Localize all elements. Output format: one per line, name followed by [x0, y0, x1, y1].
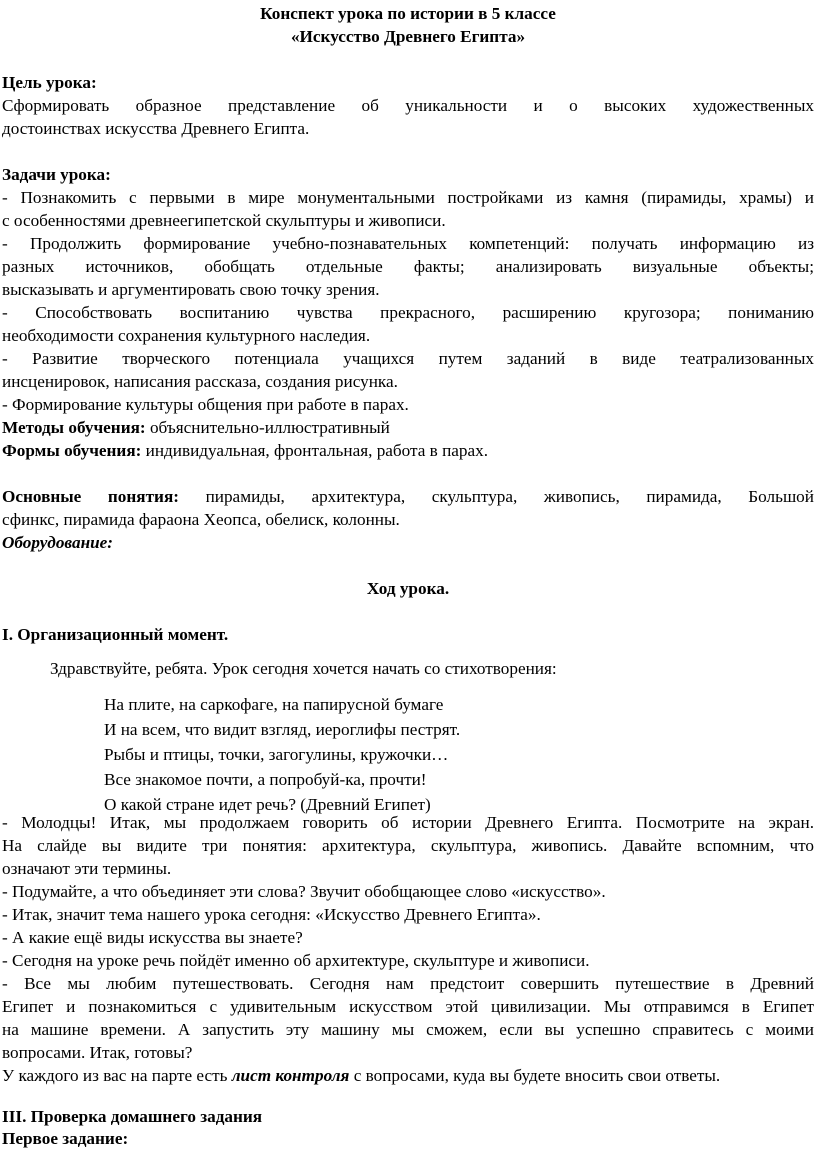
- doc-title-line-1: Конспект урока по истории в 5 классе: [260, 4, 556, 23]
- concepts-line-1: [2, 485, 814, 508]
- greeting-text: Здравствуйте, ребята. Урок сегодня хочется начать со стихотворения:: [50, 659, 557, 678]
- task-line: инсценировок, написания рассказа, создания рисунка.: [2, 372, 398, 391]
- concepts-value: пирамиды, архитектура, скульптура, живопись, пирамида, Большой: [178, 487, 814, 506]
- doc-title-line-2: «Искусство Древнего Египта»: [290, 27, 526, 46]
- poem-line: О какой стране идет речь? (Древний Египет): [104, 795, 431, 814]
- control-sheet-before: У каждого из вас на парте есть: [2, 1066, 232, 1085]
- section-3-heading: III. Проверка домашнего задания: [2, 1107, 263, 1126]
- goal-heading: Цель урока:: [2, 73, 97, 92]
- task-line: - Формирование культуры общения при работе в парах.: [2, 395, 409, 414]
- forms-value: индивидуальная, фронтальная, работа в парах.: [141, 441, 489, 460]
- task-line: разных источников, обобщать отдельные факты; анализировать визуальные объекты;: [2, 257, 814, 276]
- dialogue-line: - Итак, значит тема нашего урока сегодня: «Искусство Древнего Египта».: [2, 905, 541, 924]
- dialogue-line: на машине времени. А запустить эту машину мы сможем, если вы успешно справитесь с моими: [2, 1020, 814, 1039]
- dialogue-line: Египет и познакомиться с удивительным искусством этой цивилизации. Мы отправимся в Египет: [2, 997, 814, 1016]
- tasks-heading: Задачи урока:: [2, 165, 111, 184]
- equipment-label: Оборудование:: [2, 533, 114, 552]
- task-line: - Познакомить с первыми в мире монументальными постройками из камня (пирамиды, храмы) и: [2, 188, 814, 207]
- task-line: необходимости сохранения культурного наследия.: [2, 326, 371, 345]
- forms-label: Формы обучения:: [2, 441, 142, 460]
- methods-value: объяснительно-иллюстративный: [145, 418, 390, 437]
- poem-line: Рыбы и птицы, точки, загогулины, кружочки…: [104, 745, 449, 764]
- dialogue-line: - Подумайте, а что объединяет эти слова? Звучит обобщающее слово «искусство».: [2, 882, 606, 901]
- section-1-heading: I. Организационный момент.: [2, 625, 229, 644]
- first-task-label: Первое задание:: [2, 1129, 129, 1148]
- poem-line: На плите, на саркофаге, на папирусной бумаге: [104, 695, 444, 714]
- task-line: высказывать и аргументировать свою точку зрения.: [2, 280, 380, 299]
- goal-text-line-1: Сформировать образное представление об уникальности и о высоких художественных: [2, 96, 814, 115]
- dialogue-line: На слайде вы видите три понятия: архитектура, скульптура, живопись. Давайте вспомним, что: [2, 836, 814, 855]
- dialogue-line: вопросами. Итак, готовы?: [2, 1043, 193, 1062]
- concepts-line-2: сфинкс, пирамида фараона Хеопса, обелиск, колонны.: [2, 510, 400, 529]
- task-line: - Продолжить формирование учебно-познавательных компетенций: получать информацию из: [2, 234, 814, 253]
- forms-line: [2, 439, 814, 462]
- task-line: - Способствовать воспитанию чувства прекрасного, расширению кругозора; пониманию: [2, 303, 814, 322]
- dialogue-line: - А какие ещё виды искусства вы знаете?: [2, 928, 303, 947]
- methods-line: [2, 416, 814, 439]
- poem-line: Все знакомое почти, а попробуй-ка, прочти!: [104, 770, 427, 789]
- goal-text-line-2: достоинствах искусства Древнего Египта.: [2, 119, 310, 138]
- control-sheet-after: с вопросами, куда вы будете вносить свои ответы.: [349, 1066, 721, 1085]
- dialogue-line: - Все мы любим путешествовать. Сегодня нам предстоит совершить путешествие в Древний: [2, 974, 814, 993]
- lesson-heading: Ход урока.: [366, 579, 450, 598]
- methods-label: Методы обучения:: [2, 418, 146, 437]
- dialogue-line: - Сегодня на уроке речь пойдёт именно об архитектуре, скульптуре и живописи.: [2, 951, 590, 970]
- concepts-label: Основные понятия:: [2, 487, 179, 506]
- task-line: с особенностями древнеегипетской скульптуры и живописи.: [2, 211, 446, 230]
- task-line: - Развитие творческого потенциала учащихся путем заданий в виде театрализованных: [2, 349, 814, 368]
- control-sheet-emphasis: лист контроля: [231, 1066, 350, 1085]
- control-sheet-line: [2, 1064, 814, 1087]
- dialogue-line: означают эти термины.: [2, 859, 172, 878]
- dialogue-line: - Молодцы! Итак, мы продолжаем говорить об истории Древнего Египта. Посмотрите на экран.: [2, 813, 814, 832]
- poem-line: И на всем, что видит взгляд, иероглифы пестрят.: [104, 720, 461, 739]
